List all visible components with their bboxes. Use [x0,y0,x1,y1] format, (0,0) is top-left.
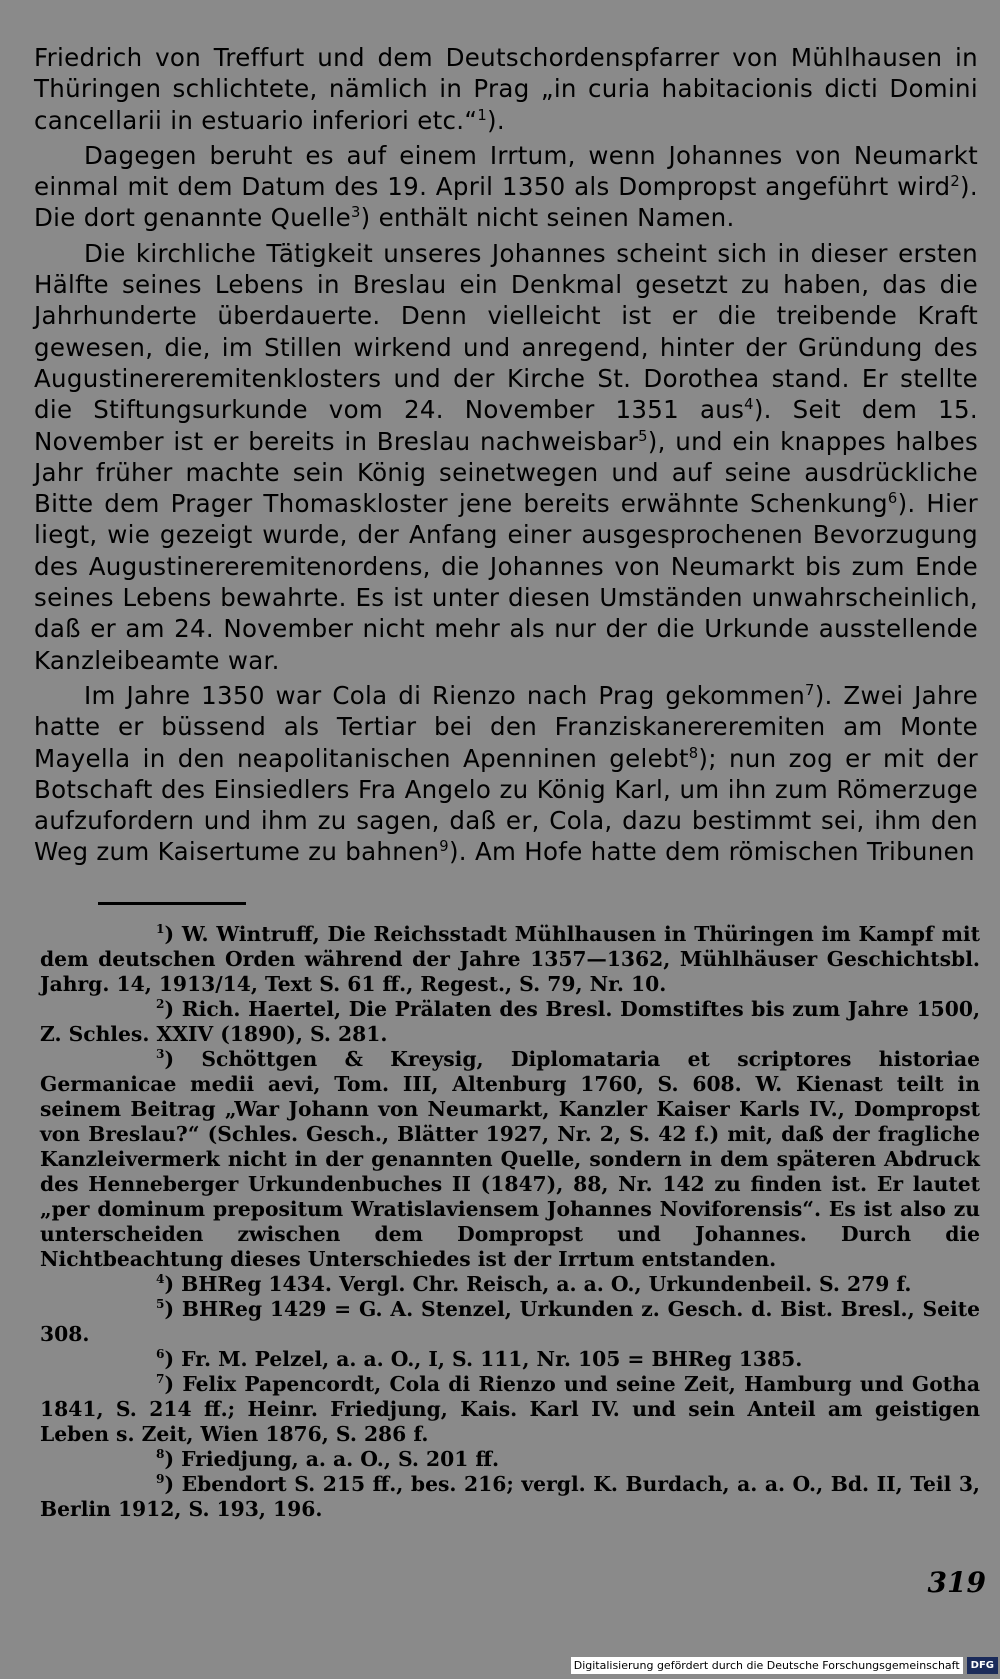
footnote-reference: 2 [950,173,961,191]
footnote: $^1$) W. Wintruff, Die Reichsstadt Mühlhausen in Thüringen im Kampf mit dem deutschen Orden während der Jahre 1357—1362, Mühlhäuser Geschichtsbl. Jahrg. 14, 1913/14, Text S. 61 ff., Regest., S. 79, Nr. 10. [40,922,980,996]
footnote: $^4$) BHReg 1434. Vergl. Chr. Reisch, a. a. O., Urkundenbeil. S. 279 f. [156,1272,912,1296]
footnote-text: ) Ebendort S. 215 ff., bes. 216; vergl. K. Burdach, a. a. O., Bd. II, Teil 3, Berlin 1912, S. 193, 196. [40,1472,980,1521]
footnote: $^5$) BHReg 1429 = G. A. Stenzel, Urkunden z. Gesch. d. Bist. Bresl., Seite 308. [40,1297,980,1346]
footnote: $^2$) Rich. Haertel, Die Prälaten des Bresl. Domstiftes bis zum Jahre 1500, Z. Schles. XXIV (1890), S. 281. [40,997,980,1046]
credit-text: Digitalisierung gefördert durch die Deutsche Forschungsgemeinschaft [571,1657,963,1674]
text-run: ) enthält nicht seinen Namen. [360,203,735,233]
footnote-text: ) W. Wintruff, Die Reichsstadt Mühlhausen in Thüringen im Kampf mit dem deutschen Orden während der Jahre 1357—1362, Mühlhäuser Geschichtsbl. Jahrg. 14, 1913/14, Text S. 61 ff., Regest., S. 79, Nr. 10. [40,922,980,996]
body-text [34,42,978,872]
footnote-reference: 7 [805,681,815,699]
footnote: $^6$) Fr. M. Pelzel, a. a. O., I, S. 111, Nr. 105 = BHReg 1385. [156,1347,803,1371]
footnote-reference: 8 [688,744,699,762]
body-paragraph [34,680,978,868]
text-run: Im Jahre 1350 war Cola di Rienzo nach Prag gekommen [84,680,806,710]
footnote: $^7$) Felix Papencordt, Cola di Rienzo und seine Zeit, Hamburg und Gotha 1841, S. 214 ff.; Heinr. Friedjung, Kais. Karl IV. und sein Anteil am geistigen Leben s. Zeit, Wien 1876, S. 286 f. [40,1372,980,1446]
footnote-reference: 4 [744,396,754,414]
body-paragraph [34,42,978,136]
text-run: ). [486,105,505,135]
text-run: Friedrich von Treffurt und dem Deutschordenspfarrer von Mühlhausen in Thüringen schlichtete, nämlich in Prag „in curia habitacionis dicti Domini cancellarii in estuario inferiori etc.“ [34,43,978,135]
footnote: $^9$) Ebendort S. 215 ff., bes. 216; vergl. K. Burdach, a. a. O., Bd. II, Teil 3, Berlin 1912, S. 193, 196. [40,1472,980,1521]
body-paragraph [34,238,978,676]
footnote: $^3$) Schöttgen & Kreysig, Diplomataria et scriptores historiae Germanicae medii aevi, Tom. III, Altenburg 1760, S. 608. W. Kienast teilt in seinem Beitrag „War Johann von Neumarkt, Kanzler Kaiser Karls IV., Dompropst von Breslau?“ (Schles. Gesch., Blätter 1927, Nr. 2, S. 42 f.) mit, daß der fragliche Kanzleivermerk nicht in der genannten Quelle, sondern in dem späteren Abdruck des Henneberger Urkundenbuches II (1847), 88, Nr. 142 zu finden ist. Er lautet „per dominum prepositum Wratislaviensem Johannes Noviforensis“. Es ist also zu unterscheiden zwischen dem Dompropst und Johannes. Durch die Nichtbeachtung dieses Unterschiedes ist der Irrtum entstanden. [40,1047,980,1271]
footnote-text: ) BHReg 1429 = G. A. Stenzel, Urkunden z. Gesch. d. Bist. Bresl., Seite 308. [40,1297,980,1346]
footnote-separator [98,902,246,905]
footnote-text: ) Felix Papencordt, Cola di Rienzo und seine Zeit, Hamburg und Gotha 1841, S. 214 ff.; Heinr. Friedjung, Kais. Karl IV. und sein Anteil am geistigen Leben s. Zeit, Wien 1876, S. 286 f. [40,1372,980,1446]
text-run: Die kirchliche Tätigkeit unseres Johannes scheint sich in dieser ersten Hälfte seines Lebens in Breslau ein Denkmal gesetzt zu haben, das die Jahrhunderte überdauerte. Denn vielleicht ist er die treibende Kraft gewesen, die, im Stillen wirkend und anregend, hinter der Gründung des Augustinereremitenklosters und der Kirche St. Dorothea stand. Er stellte die Stiftungsurkunde vom 24. November 1351 aus [34,238,978,425]
text-run: ). Am Hofe hatte dem römischen Tribunen [448,837,975,867]
text-run: ). Seit dem 15. November ist er bereits in Breslau nachweisbar [34,395,978,456]
footnote-text: ) Rich. Haertel, Die Prälaten des Bresl. Domstiftes bis zum Jahre 1500, Z. Schles. XXIV (1890), S. 281. [40,997,980,1046]
footnote-reference: 9 [439,838,449,856]
digitization-credit [571,1655,998,1675]
dfg-logo: DFG [967,1657,998,1674]
footnote-text: ) Fr. M. Pelzel, a. a. O., I, S. 111, Nr. 105 = BHReg 1385. [164,1347,803,1371]
body-paragraph [34,140,978,234]
text-run: Dagegen beruht es auf einem Irrtum, wenn Johannes von Neumarkt einmal mit dem Datum des 19. April 1350 als Dompropst angeführt wird [34,140,978,202]
text-run: ). Die dort genannte Quelle [34,172,978,233]
text-run: ). Hier liegt, wie gezeigt wurde, der Anfang einer ausgesprochenen Bevorzugung des Augustinereremitenordens, die Johannes von Neumarkt bis zum Ende seines Lebens bewahrte. Es ist unter diesen Umständen unwahrscheinlich, daß er am 24. November nicht mehr als nur der die Urkunde ausstellende Kanzleibeamte war. [34,489,978,675]
text-run: ); nun zog er mit der Botschaft des Einsiedlers Fra Angelo zu König Karl, um ihn zum Römerzuge aufzufordern und ihm zu sagen, daß er, Cola, dazu bestimmt sei, ihm den Weg zum Kaisertume zu bahnen [34,743,978,867]
footnote-text: ) Friedjung, a. a. O., S. 201 ff. [164,1447,500,1471]
text-run: ). Zwei Jahre hatte er büssend als Tertiar bei den Franziskanereremiten am Monte Mayella in den neapolitanischen Apenninen gelebt [34,680,978,773]
footnote-text: ) BHReg 1434. Vergl. Chr. Reisch, a. a. O., Urkundenbeil. S. 279 f. [164,1272,912,1296]
footnote-reference: 1 [477,106,487,124]
footnote-reference: 5 [638,427,648,445]
footnote-text: ) Schöttgen & Kreysig, Diplomataria et scriptores historiae Germanicae medii aevi, Tom. III, Altenburg 1760, S. 608. W. Kienast teilt in seinem Beitrag „War Johann von Neumarkt, Kanzler Kaiser Karls IV., Dompropst von Breslau?“ (Schles. Gesch., Blätter 1927, Nr. 2, S. 42 f.) mit, daß der fragliche Kanzleivermerk nicht in der genannten Quelle, sondern in dem späteren Abdruck des Henneberger Urkundenbuches II (1847), 88, Nr. 142 zu finden ist. Er lautet „per dominum prepositum Wratislaviensem Johannes Noviforensis“. Es ist also zu unterscheiden zwischen dem Dompropst und Johannes. Durch die Nichtbeachtung dieses Unterschiedes ist der Irrtum entstanden. [40,1047,980,1271]
footnotes-section [40,922,980,1522]
footnote-reference: 6 [887,490,898,507]
page-number: 319 [927,1566,986,1599]
footnote-reference: 3 [351,204,361,222]
footnote: $^8$) Friedjung, a. a. O., S. 201 ff. [156,1447,500,1471]
text-run: ), und ein knappes halbes Jahr früher machte sein König seinetwegen und auf seine ausdrückliche Bitte dem Prager Thomaskloster jene bereits erwähnte Schenkung [34,426,979,519]
